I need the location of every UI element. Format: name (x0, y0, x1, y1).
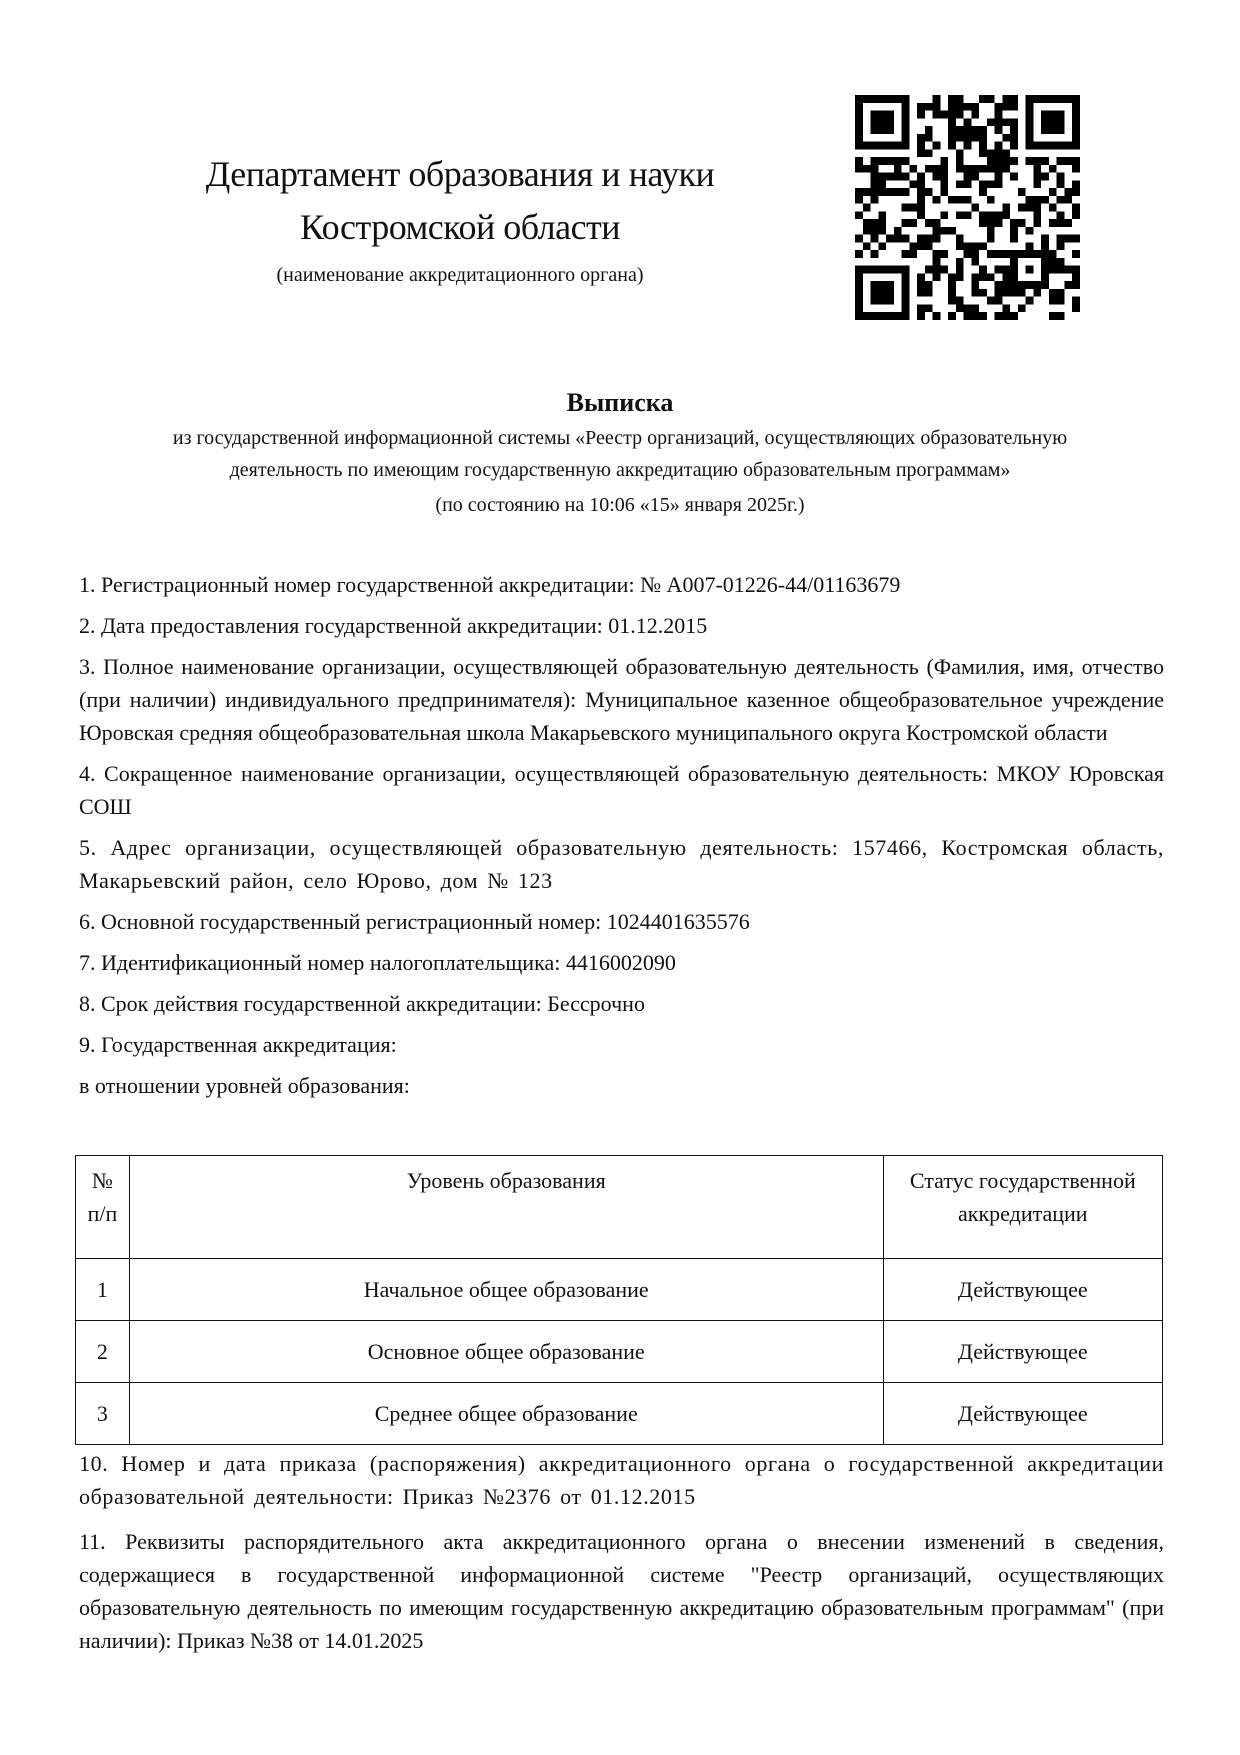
row-level: Начальное общее образование (129, 1259, 883, 1321)
table-intro: в отношении уровней образования: (79, 1073, 410, 1098)
authority-name-line2: Костромской области (299, 207, 621, 247)
item-5: 5. Адрес организации, осуществляющей образовательную деятельность: 157466, Костромская область, Макарьевский район, село Юрово, дом № 123 (79, 835, 1164, 893)
row-num: 2 (76, 1321, 130, 1383)
item-1: 1. Регистрационный номер государственной аккредитации: № А007-01226-44/01163679 (79, 572, 901, 597)
item-7: 7. Идентификационный номер налогоплательщика: 4416002090 (79, 950, 676, 975)
items-list (79, 568, 1164, 1108)
authority-caption: (наименование аккредитационного органа) (276, 264, 644, 286)
item-2: 2. Дата предоставления государственной аккредитации: 01.12.2015 (79, 613, 708, 638)
title-subline-1: из государственной информационной системы «Реестр организаций, осуществляющих образовательную (172, 427, 1068, 449)
header-num-line2: п/п (87, 1201, 118, 1226)
header-status-line2: аккредитации (958, 1201, 1088, 1226)
table-row (76, 1321, 1163, 1383)
header-status (883, 1156, 1162, 1259)
item-10: 10. Номер и дата приказа (распоряжения) аккредитационного органа о государственной аккредитации образовательной деятельности: Приказ №2376 от 01.12.2015 (79, 1451, 1164, 1509)
table-row (76, 1383, 1163, 1445)
row-num: 1 (76, 1259, 130, 1321)
document-title: Выписка (566, 388, 674, 417)
header-num-line1: № (91, 1168, 113, 1193)
row-level: Среднее общее образование (129, 1383, 883, 1445)
row-status: Действующее (883, 1259, 1162, 1321)
row-status: Действующее (883, 1383, 1162, 1445)
item-3: 3. Полное наименование организации, осуществляющей образовательную деятельность (Фамилия, имя, отчество (при наличии) индивидуального предпринимателя): Муниципальное казенное общеобразовательное учреждение Юровская средняя общеобразовательная школа Макарьевского муниципального округа Костромской области (79, 654, 1164, 745)
item-8: 8. Срок действия государственной аккредитации: Бессрочно (79, 991, 645, 1016)
qr-code-icon (855, 95, 1080, 320)
header-level: Уровень образования (129, 1156, 883, 1259)
authority-name-line1: Департамент образования и науки (205, 154, 715, 194)
row-level: Основное общее образование (129, 1321, 883, 1383)
title-subline-2: деятельность по имеющим государственную аккредитацию образовательным программам» (229, 459, 1011, 481)
item-4: 4. Сокращенное наименование организации, осуществляющей образовательную деятельность: МКОУ Юровская СОШ (79, 761, 1164, 819)
header-num (76, 1156, 130, 1259)
row-status: Действующее (883, 1321, 1162, 1383)
row-num: 3 (76, 1383, 130, 1445)
item-9: 9. Государственная аккредитация: (79, 1032, 397, 1057)
table-header-row (76, 1156, 1163, 1259)
table-row (76, 1259, 1163, 1321)
accreditation-table (75, 1155, 1163, 1445)
item-11: 11. Реквизиты распорядительного акта аккредитационного органа о внесении изменений в сведения, содержащиеся в государственной информационной системе "Реестр организаций, осуществляющих образовательную деятельность по имеющим государственную аккредитацию образовательным программам" (при наличии): Приказ №38 от 14.01.2025 (79, 1529, 1164, 1653)
title-status-line: (по состоянию на 10:06 «15» января 2025г.) (435, 494, 805, 516)
item-6: 6. Основной государственный регистрационный номер: 1024401635576 (79, 909, 750, 934)
header-status-line1: Статус государственной (909, 1168, 1136, 1193)
